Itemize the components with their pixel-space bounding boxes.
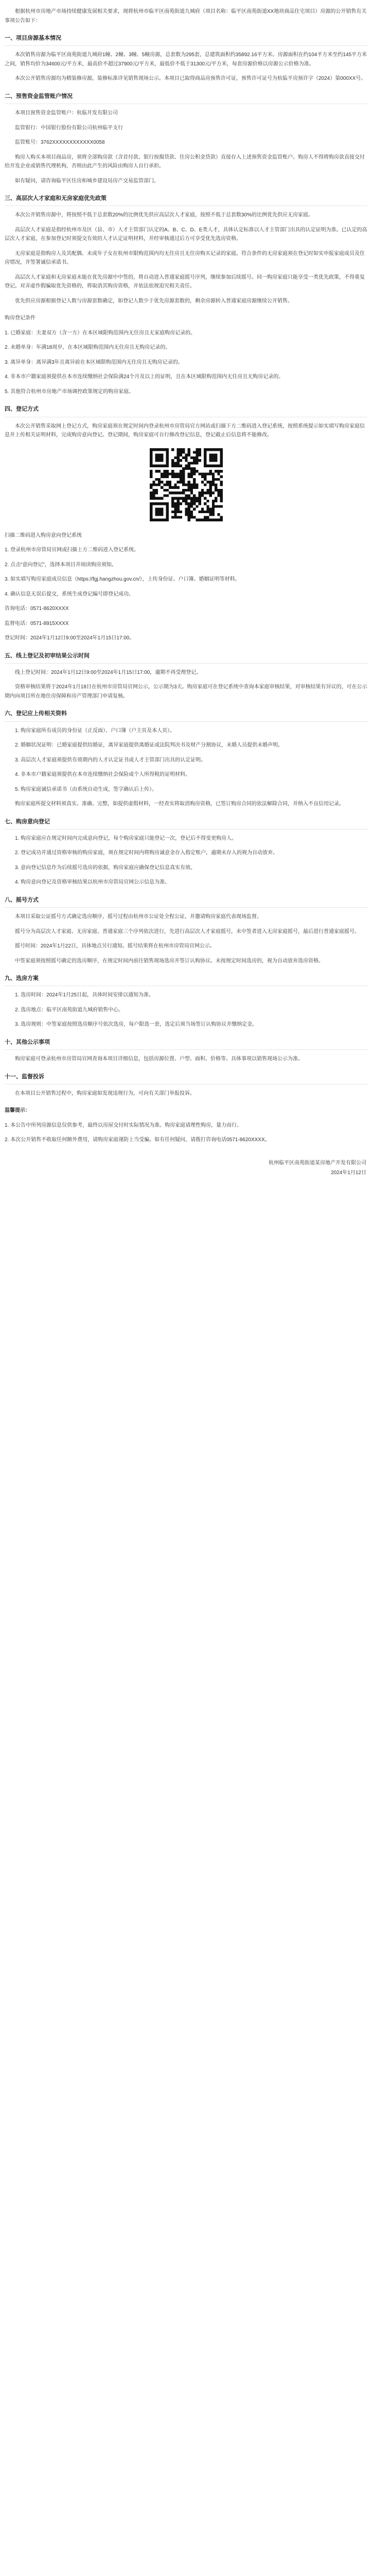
contact-item: 咨询电话：0571-8620XXXX xyxy=(5,606,69,612)
condition-item: 2. 未婚单身：年满18周岁，在本区域限购范围内无住房且无购房记录的。 xyxy=(5,345,171,351)
section xyxy=(5,33,367,83)
section-paragraph: 4. 非本市户籍家庭须提供在本市连续缴纳社会保险或个人所得税的证明材料。 xyxy=(15,772,191,777)
section-paragraph: 中签家庭须按照摇号确定的选房顺序，在规定时间内前往销售现场选房并签订认购协议。未按规定时间选房的，视为自动放弃选房资格。 xyxy=(15,958,324,964)
section-paragraph: 本次公开销售房源中，将按照不低于总套数20%的比例优先供应高层次人才家庭，按照不低于总套数30%的比例优先供应无房家庭。 xyxy=(15,212,314,218)
condition-item: 5. 其他符合杭州市房地产市场调控政策规定的购房家庭。 xyxy=(5,388,134,395)
section-paragraph: 本次公开销售房源均为精装修房源，装修标准详见销售现场公示。本项目已取得商品房预售许可证，预售许可证号为杭临平房预许字（2024）第000XX号。 xyxy=(15,76,366,82)
section-title: 一、项目房源基本情况 xyxy=(5,33,367,46)
section-paragraph: 1. 购房家庭所有成员的身份证（正反面）、户口簿（户主页及本人页）。 xyxy=(15,727,175,734)
notice-list xyxy=(5,1121,367,1145)
signature xyxy=(5,1158,367,1178)
section xyxy=(5,92,367,185)
section-paragraph: 线上登记时间：2024年1月12日9:00至2024年1月15日17:00，逾期不再受理登记。 xyxy=(15,669,202,675)
section-title: 六、登记应上传相关资料 xyxy=(5,709,367,721)
section-paragraph: 在本项目公开销售过程中，购房家庭如发现违规行为，可向有关部门举报投诉。 xyxy=(15,1090,195,1096)
section-paragraph: 购房人购买本项目商品房，须将全部购房款（含首付款、银行按揭贷款、住房公积金贷款）直接存入上述预售资金监管账户。购房人不得将购房款直接交付给开发企业或销售代理机构，否则由此产生的风险由购房人自行承担。 xyxy=(5,154,365,169)
contact-item: 监督电话：0571-8915XXXX xyxy=(5,620,69,626)
sections-a xyxy=(5,33,367,306)
section-paragraph: 优先供应房源根据登记人数与房源套数确定，如登记人数少于优先房源套数的，剩余房源转入普通家庭房源继续公开销售。 xyxy=(15,298,293,304)
section-paragraph: 1. 选房时间：2024年1月25日起，具体时间安排以通知为准。 xyxy=(15,992,154,998)
section-paragraph: 2. 登记成功并通过资格审核的购房家庭，须在规定时间内将购房诚意金存入指定账户，逾期未存入的视为自动放弃。 xyxy=(15,850,278,856)
section-title: 八、摇号方式 xyxy=(5,895,367,908)
notice-item: 1. 本公告中所列房源信息仅供参考，最终以房屋交付时实际情况为准。购房家庭请理性购房，量力而行。 xyxy=(5,1122,242,1128)
announcement xyxy=(0,0,372,1187)
signature-org: 杭州临平区南苑街道某房地产开发有限公司 xyxy=(269,1160,366,1166)
section-paragraph: 高层次人才家庭和无房家庭未能在优先房源中中签的，将自动进入普通家庭摇号序列，继续参加后续摇号。同一购房家庭只能享受一类优先政策，不得重复登记。对弄虚作假骗取优先资格的，将取消其购房资格，并依法依规追究相关责任。 xyxy=(5,274,365,290)
section-paragraph: 监管账号：3762XXXXXXXXXXXX0058 xyxy=(15,140,105,145)
step-item: 1. 登录杭州市房管局官网或扫描上方二维码进入登记系统。 xyxy=(5,547,139,553)
section-paragraph: 高层次人才家庭是指经杭州市及区（县、市）人才主管部门认定的A、B、C、D、E类人才，具体认定标准以人才主管部门出具的认定证明为准。已认定的高层次人才家庭，在参加登记时须提交有效的人才认定证明材料，并经审核通过后方可享受优先选房资格。 xyxy=(5,227,367,242)
section-title: 四、登记方式 xyxy=(5,404,367,417)
condition-item: 4. 非本市户籍家庭须提供在本市连续缴纳社会保险满24个月及以上的证明，且在本区域限购范围内无住房且无购房记录的。 xyxy=(5,374,284,380)
section-paragraph: 本项目预售资金监管账户：杭临开发有限公司 xyxy=(15,110,118,116)
section-paragraph: 资格审核结果将于2024年1月18日在杭州市房管局官网公示，公示期为3天。购房家庭可在登记系统中查询本家庭审核结果，对审核结果有异议的，可在公示期内向项目所在地住房保障和房产管理部门申请复核。 xyxy=(5,684,367,699)
section-paragraph: 3. 选房规则：中签家庭按照选房顺序号依次选房，每户限选一套，选定后须当场签订认购协议并缴纳定金。 xyxy=(15,1022,258,1028)
section-title: 十一、监督投诉 xyxy=(5,1072,367,1084)
step-item: 3. 如实填写购房家庭成员信息（https://fgj.hangzhou.gov.cn/），上传身份证、户口簿、婚姻证明等材料。 xyxy=(5,577,240,582)
section xyxy=(5,709,367,808)
conditions-section xyxy=(5,314,367,396)
conditions-title: 购房登记条件 xyxy=(5,315,36,321)
section-paragraph: 1. 购房家庭应在规定时间内完成意向登记，每个购房家庭只能登记一次，登记后不得变更购房人。 xyxy=(15,835,237,841)
step-item: 2. 点击“意向登记”，选择本项目并阅读购房须知。 xyxy=(5,562,117,568)
condition-item: 1. 已婚家庭：夫妻双方（含一方）在本区域限购范围内无住房且无家庭购房记录的。 xyxy=(5,330,196,336)
section-paragraph: 如有疑问，请咨询临平区住房和城乡建设局房产交易监管部门。 xyxy=(15,178,159,184)
notice-item: 2. 本次公开销售不收取任何额外费用，请购房家庭谨防上当受骗。如有任何疑问，请拨打咨询电话0571-8620XXXX。 xyxy=(5,1137,270,1143)
conditions-list xyxy=(5,329,367,397)
section-paragraph: 购房家庭所提交材料须真实、准确、完整，如提供虚假材料，一经查实将取消购房资格，已签订购房合同的依法解除合同，并纳入不良信用记录。 xyxy=(15,801,344,807)
section-paragraph: 本项目采取公证摇号方式确定选房顺序，摇号过程由杭州市公证处全程公证，并邀请购房家庭代表现场监督。 xyxy=(15,914,262,920)
section-paragraph: 3. 高层次人才家庭须提供有效期内的人才认定证书或人才主管部门出具的认定证明。 xyxy=(15,757,206,763)
sections-b xyxy=(5,651,367,1098)
step-item: 4. 确认信息无误后提交，系统生成登记编号即登记成功。 xyxy=(5,591,134,597)
section xyxy=(5,974,367,1029)
section-title: 二、预售资金监管账户情况 xyxy=(5,92,367,104)
section-paragraph: 2. 选房地点：临平区南苑街道九城府销售中心。 xyxy=(15,1007,124,1013)
section xyxy=(5,1038,367,1064)
notice-title: 温馨提示： xyxy=(5,1108,30,1114)
section-paragraph: 5. 购房家庭诚信承诺书（由系统自动生成，签字确认后上传）。 xyxy=(15,786,157,792)
qr-code-icon[interactable] xyxy=(147,446,225,524)
qr-wrap xyxy=(5,446,367,524)
section-title: 五、线上登记及初审结果公示时间 xyxy=(5,651,367,664)
section-paragraph: 监管银行：中国银行股份有限公司杭州临平支行 xyxy=(15,125,123,131)
section-paragraph: 3. 意向登记信息作为后续摇号选房的依据，购房家庭应确保登记信息真实有效。 xyxy=(15,865,196,871)
notice-section xyxy=(5,1106,367,1145)
section-paras xyxy=(5,422,367,440)
section-title: 九、选房方案 xyxy=(5,974,367,986)
section-registration xyxy=(5,404,367,642)
section-title: 七、购房意向登记 xyxy=(5,817,367,829)
contacts-list xyxy=(5,604,367,643)
section-paragraph: 本次销售房源为临平区南苑街道九城府1幢、2幢、3幢、5幢房源，总套数为295套，总建筑面积约35892.16平方米。房源面积在约104平方米至约145平方米之间，销售均价为34600元/平方米，最高价不超过37900元/平方米，最低价不低于31300元/平方米，每套房源价格以房源公示价格为准。 xyxy=(5,52,367,67)
section xyxy=(5,895,367,965)
intro-paragraph: 根据杭州市房地产市场持续健康发展相关要求，现将杭州市临平区南苑街道九城府（项目名称：临平区南苑街道XX地块商品住宅项目）房源的公开销售有关事项公告如下： xyxy=(5,9,367,24)
section-title: 十、其他公示事项 xyxy=(5,1038,367,1050)
section xyxy=(5,1072,367,1098)
section-paragraph: 2. 婚姻状况证明：已婚家庭提供结婚证，离异家庭提供离婚证或法院判决书及财产分割协议，未婚人员提供未婚声明。 xyxy=(15,742,284,748)
signature-date: 2024年1月12日 xyxy=(331,1170,366,1176)
steps-list xyxy=(5,546,367,599)
condition-item: 3. 离异单身：离异满3年且离异前在本区域限购范围内无住房且无购房记录的。 xyxy=(5,359,183,365)
section xyxy=(5,651,367,701)
section-paragraph: 摇号分为高层次人才家庭、无房家庭、普通家庭三个序列依次进行，先进行高层次人才家庭摇号，未中签者进入无房家庭摇号，最后进行普通家庭摇号。 xyxy=(15,928,360,935)
contact-item: 登记时间：2024年1月12日9:00至2024年1月15日17:00。 xyxy=(5,635,135,641)
section-paragraph: 摇号时间：2024年1月22日，具体地点另行通知。摇号结果将在杭州市房管局官网公示。 xyxy=(15,943,215,949)
section xyxy=(5,194,367,306)
section-paragraph: 4. 购房意向登记及资格审核结果以杭州市房管局官网公示信息为准。 xyxy=(15,879,170,886)
section-title: 三、高层次人才家庭和无房家庭优先政策 xyxy=(5,194,367,206)
section-paragraph: 无房家庭是指购房人及其配偶、未成年子女在杭州市限购范围内均无住房且无住房购买记录的家庭。符合条件的无房家庭须在登记时如实申报家庭成员及住房情况，并签署诚信承诺书。 xyxy=(5,250,365,266)
qr-caption: 扫描二维码进入购房意向登记系统 xyxy=(5,532,82,538)
section xyxy=(5,817,367,887)
section-paragraph: 购房家庭可登录杭州市房管局官网查询本项目详细信息，包括房源位置、户型、面积、价格等。具体事项以销售现场公示为准。 xyxy=(15,1056,303,1062)
section-paragraph: 本次公开销售采取网上登记方式，购房家庭须在规定时间内登录杭州市房管局官方网站或扫描下方二维码进入登记系统，按照系统提示如实填写购房家庭信息并上传相关证明材料，完成购房意向登记。登记期间，购房家庭可自行修改登记信息，登记截止后信息将不能修改。 xyxy=(5,423,365,438)
